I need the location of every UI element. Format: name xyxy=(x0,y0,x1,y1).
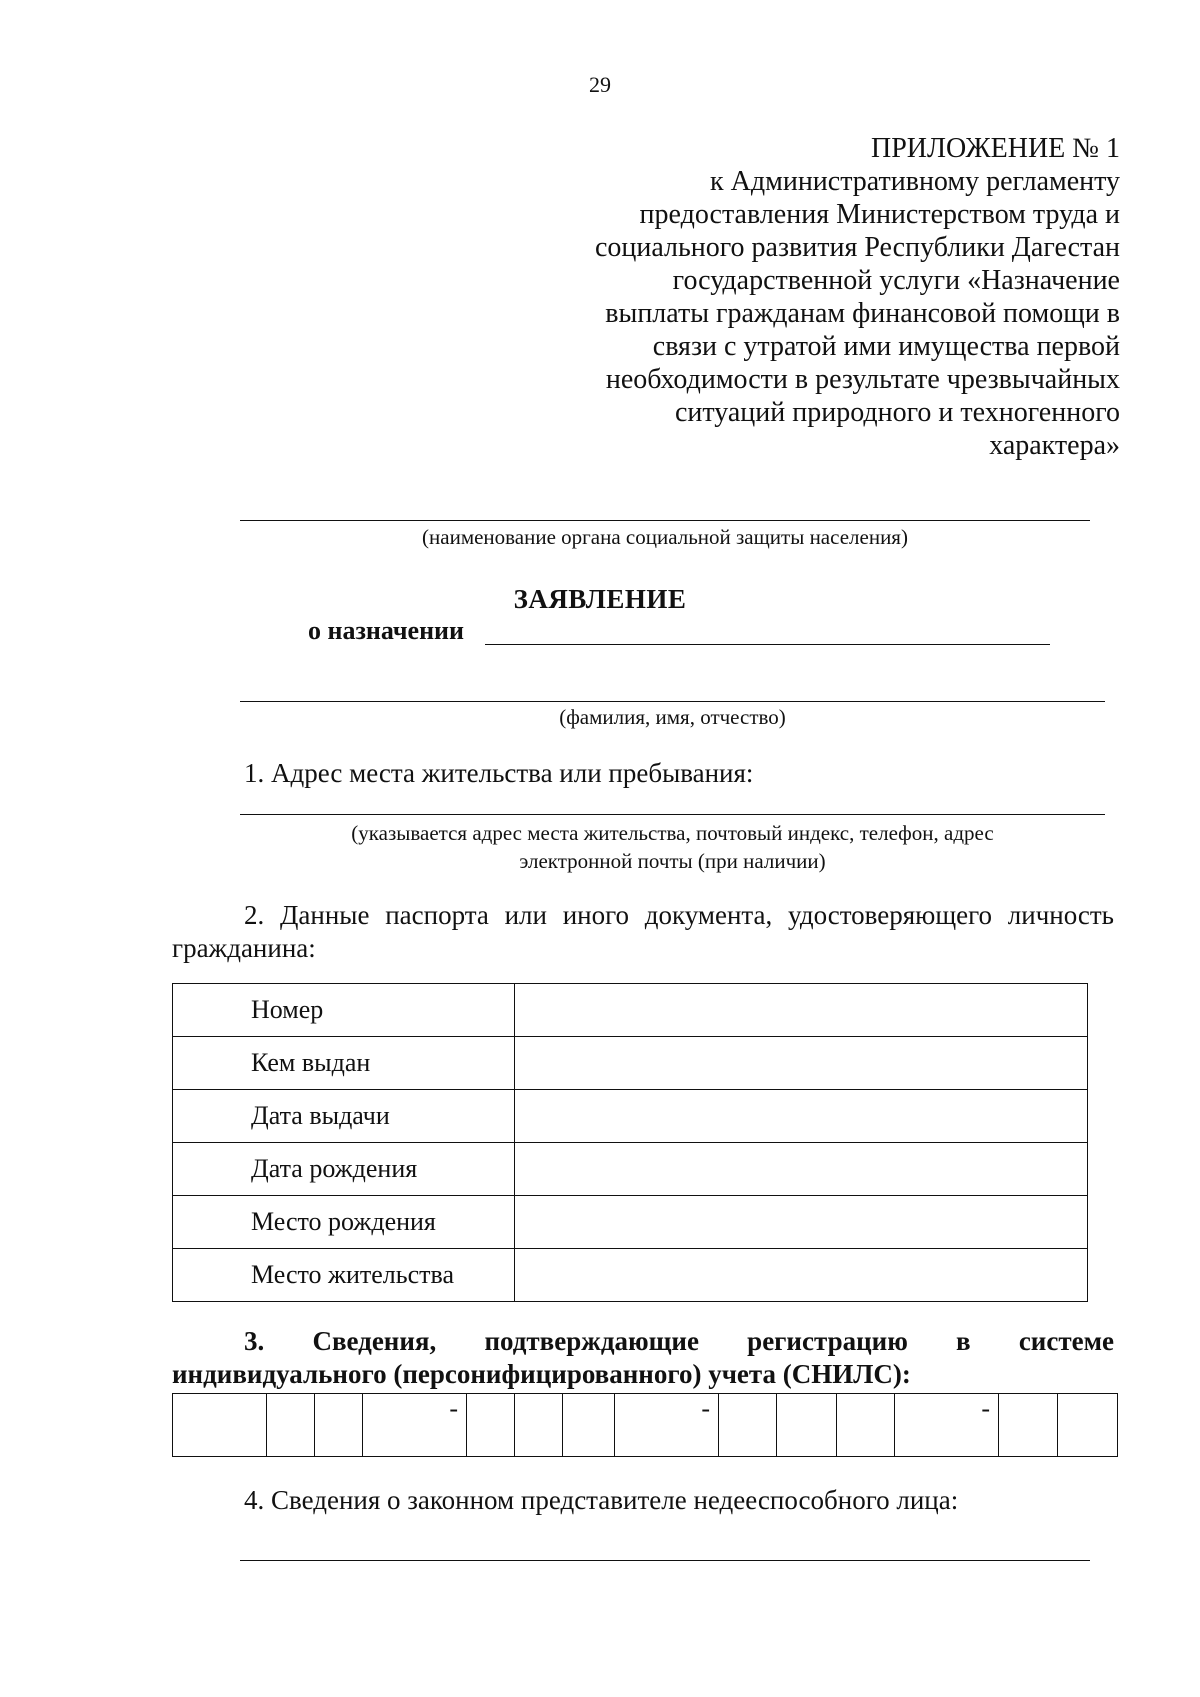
subtitle-label: о назначении xyxy=(308,616,465,645)
address-caption-line2: электронной почты (при наличии) xyxy=(519,849,826,873)
table-row xyxy=(173,1394,1118,1457)
appendix-header xyxy=(560,132,1120,462)
table-row xyxy=(173,984,1088,1037)
passport-table xyxy=(172,983,1088,1302)
birth-place-field[interactable] xyxy=(515,1196,1088,1249)
birth-date-field[interactable] xyxy=(515,1143,1088,1196)
snils-cell[interactable] xyxy=(999,1394,1058,1457)
section3-line1 xyxy=(244,1325,1114,1357)
section2-line1: 2. Данные паспорта или иного документа, удостоверяющего личность xyxy=(244,900,1114,930)
section3-line2: индивидуального (персонифицированного) учета (СНИЛС): xyxy=(172,1359,911,1389)
organ-caption: (наименование органа социальной защиты населения) xyxy=(422,525,908,549)
section3-word: 3. xyxy=(244,1326,265,1356)
snils-cell[interactable] xyxy=(267,1394,315,1457)
snils-cell[interactable] xyxy=(315,1394,363,1457)
passport-row-label: Кем выдан xyxy=(173,1037,515,1090)
purpose-field[interactable] xyxy=(485,644,1050,645)
table-row xyxy=(173,1090,1088,1143)
snils-cell[interactable]: - xyxy=(615,1394,719,1457)
table-row xyxy=(173,1143,1088,1196)
passport-row-label: Номер xyxy=(173,984,515,1037)
section3-word: подтверждающие xyxy=(484,1326,699,1356)
appendix-line: выплаты гражданам финансовой помощи в xyxy=(605,298,1120,329)
appendix-line: государственной услуги «Назначение xyxy=(672,265,1120,296)
passport-row-label: Место жительства xyxy=(173,1249,515,1302)
section2-line2: гражданина: xyxy=(172,933,316,963)
appendix-line: к Административному регламенту xyxy=(710,166,1120,197)
snils-cell[interactable] xyxy=(1058,1394,1118,1457)
section4-text: 4. Сведения о законном представителе недееспособного лица: xyxy=(244,1485,959,1515)
section3-word: Сведения, xyxy=(312,1326,437,1356)
snils-cell[interactable] xyxy=(173,1394,267,1457)
page-number: 29 xyxy=(589,72,611,97)
snils-cell[interactable]: - xyxy=(895,1394,999,1457)
snils-cell[interactable] xyxy=(515,1394,563,1457)
appendix-line: связи с утратой ими имущества первой xyxy=(652,331,1120,362)
snils-cell[interactable] xyxy=(467,1394,515,1457)
table-row xyxy=(173,1037,1088,1090)
snils-cell[interactable] xyxy=(837,1394,895,1457)
appendix-line: ПРИЛОЖЕНИЕ № 1 xyxy=(871,133,1120,164)
fio-caption: (фамилия, имя, отчество) xyxy=(559,705,786,729)
passport-number-field[interactable] xyxy=(515,984,1088,1037)
appendix-line: предоставления Министерством труда и xyxy=(639,199,1120,230)
table-row xyxy=(173,1196,1088,1249)
snils-cell[interactable] xyxy=(777,1394,837,1457)
section3-word: в xyxy=(956,1326,971,1356)
snils-cell[interactable] xyxy=(719,1394,777,1457)
address-field[interactable] xyxy=(240,814,1105,815)
section1-text: 1. Адрес места жительства или пребывания: xyxy=(244,758,754,788)
representative-field[interactable] xyxy=(240,1560,1090,1561)
passport-issuer-field[interactable] xyxy=(515,1037,1088,1090)
passport-row-label: Дата рождения xyxy=(173,1143,515,1196)
document-title: ЗАЯВЛЕНИЕ xyxy=(513,584,687,614)
table-row xyxy=(173,1249,1088,1302)
residence-field[interactable] xyxy=(515,1249,1088,1302)
snils-table xyxy=(172,1393,1118,1457)
passport-row-label: Дата выдачи xyxy=(173,1090,515,1143)
appendix-line: необходимости в результате чрезвычайных xyxy=(605,364,1120,395)
section3-word: системе xyxy=(1018,1326,1114,1356)
passport-issue-date-field[interactable] xyxy=(515,1090,1088,1143)
fio-field[interactable] xyxy=(240,701,1105,702)
section3-word: регистрацию xyxy=(747,1326,908,1356)
organ-name-field[interactable] xyxy=(240,520,1090,521)
appendix-line: характера» xyxy=(989,430,1120,461)
snils-cell[interactable]: - xyxy=(363,1394,467,1457)
appendix-line: социального развития Республики Дагестан xyxy=(594,232,1120,263)
snils-cell[interactable] xyxy=(563,1394,615,1457)
address-caption-line1: (указывается адрес места жительства, почтовый индекс, телефон, адрес xyxy=(351,821,994,845)
appendix-line: ситуаций природного и техногенного xyxy=(674,397,1120,428)
passport-row-label: Место рождения xyxy=(173,1196,515,1249)
